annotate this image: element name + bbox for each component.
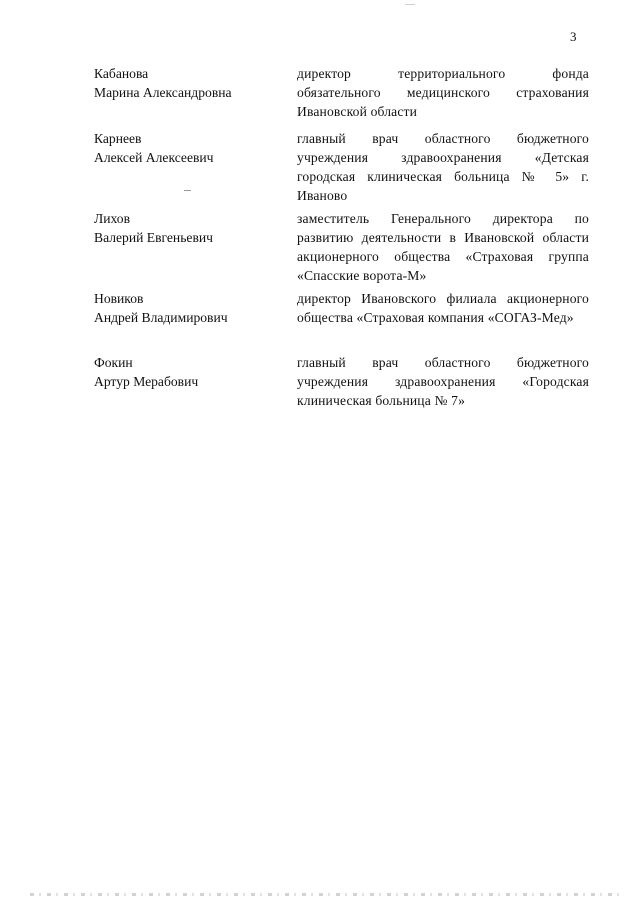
member-given-names: Валерий Евгеньевич bbox=[94, 230, 213, 245]
member-position: директор Ивановского филиала акционерного общества «Страховая компания «СОГАЗ-Мед» bbox=[297, 291, 589, 325]
member-name bbox=[94, 129, 284, 167]
member-position: главный врач областного бюджетного учреждения здравоохранения «Городская клиническая больница № 7» bbox=[297, 355, 589, 408]
member-given-names: Марина Александровна bbox=[94, 85, 232, 100]
member-name bbox=[94, 353, 284, 391]
member-surname: Карнеев bbox=[94, 131, 142, 146]
member-surname: Кабанова bbox=[94, 66, 149, 81]
scan-artifact-bottom-edge bbox=[30, 893, 620, 896]
member-position: заместитель Генерального директора по развитию деятельности в Ивановской области акционерного общества «Страховая группа «Спасские ворота-М» bbox=[297, 211, 589, 283]
member-surname: Лихов bbox=[94, 211, 130, 226]
page-number: 3 bbox=[570, 29, 577, 44]
member-position: директор территориального фонда обязательного медицинского страхования Ивановской области bbox=[297, 66, 589, 119]
member-given-names: Андрей Владимирович bbox=[94, 310, 228, 325]
member-position: главный врач областного бюджетного учреждения здравоохранения «Детская городская клиническая больница № 5» г. Иваново bbox=[297, 131, 589, 203]
member-name bbox=[94, 64, 284, 102]
member-given-names: Алексей Алексеевич bbox=[94, 150, 214, 165]
member-name bbox=[94, 209, 284, 247]
member-surname: Новиков bbox=[94, 291, 144, 306]
member-name bbox=[94, 289, 284, 327]
scan-artifact-mark bbox=[405, 4, 415, 5]
scan-artifact-mark bbox=[184, 190, 191, 191]
member-given-names: Артур Мерабович bbox=[94, 374, 199, 389]
member-surname: Фокин bbox=[94, 355, 133, 370]
